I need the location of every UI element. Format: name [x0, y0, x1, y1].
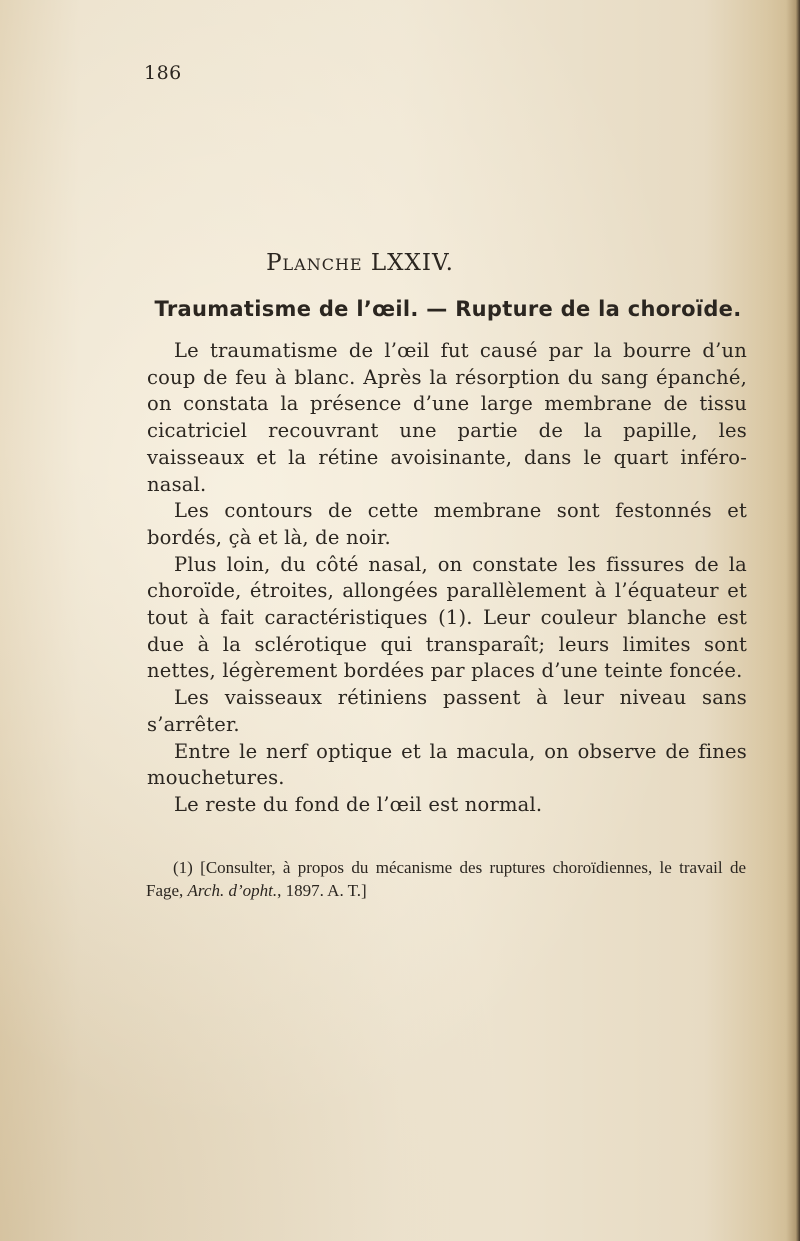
- page-edge-shadow: [786, 0, 800, 1241]
- body-text: [147, 338, 747, 819]
- footnote-text: (1) [Consulter, à propos du mécanisme des ruptures choroïdiennes, le travail de Fage,: [146, 858, 746, 900]
- paragraph: Les vaisseaux rétiniens passent à leur niveau sans s’arrêter.: [147, 686, 747, 736]
- footnote: [146, 856, 746, 902]
- footnote-citation: , 1897. A. T.]: [277, 881, 367, 900]
- section-heading: Traumatisme de l’œil. — Rupture de la choroïde.: [154, 297, 742, 321]
- paragraph: Les contours de cette membrane sont festonnés et bordés, çà et là, de noir.: [147, 499, 747, 549]
- paragraph: Entre le nerf optique et la macula, on observe de fines mouchetures.: [147, 739, 747, 790]
- paragraph: Plus loin, du côté nasal, on constate les fissures de la choroïde, étroites, allongées parallèlement à l’équateur et tout à fait caractéristiques (1). Leur couleur blanche est due à la sclérotique qui transparaît; leurs limites sont nettes, légèrement bordées par places d’une teinte foncée.: [147, 552, 747, 683]
- plate-title: Planche LXXIV.: [266, 250, 454, 276]
- page-number: 186: [144, 62, 182, 84]
- paragraph: Le traumatisme de l’œil fut causé par la bourre d’un coup de feu à blanc. Après la résorption du sang épanché, on constata la présence d’une large membrane de tissu cicatriciel recouvrant une partie de la papille, les vaisseaux et la rétine avoisinante, dans le quart inféro-nasal.: [147, 339, 747, 496]
- footnote-journal: Arch. d’opht.: [187, 881, 278, 900]
- paragraph: Le reste du fond de l’œil est normal.: [174, 792, 543, 816]
